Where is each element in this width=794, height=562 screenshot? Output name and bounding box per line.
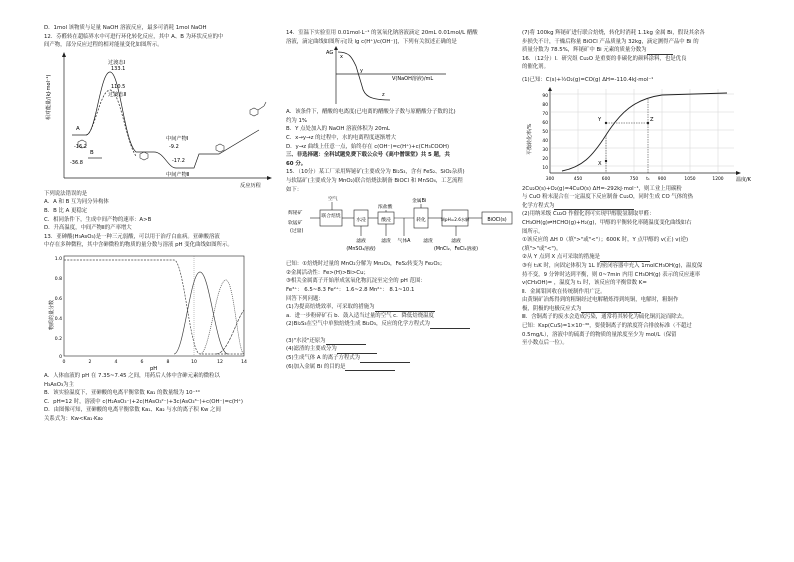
q15-item-4-text: (4)滤渣的主要成分为 (286, 346, 337, 353)
dist-x-axis-label: pH (150, 365, 158, 372)
section-3-heading-2: 60 分。 (286, 160, 307, 167)
product2-label: 中间产物Ⅱ (166, 171, 190, 178)
q16-stem-2: 的催化剂。 (522, 64, 549, 71)
q15-7-line-2: 步损失不计，干燥后称量 BiOCl 产品质量为 32kg，滴定测得产品中 Bi 的 (522, 38, 699, 45)
q15-item-0: 回答下列问题： (286, 295, 324, 302)
q14-stem-2: 溶液，滴定曲线如图所示[设 lg c(H⁺)/c(OH⁻)]，下列有关叙述正确的是 (286, 38, 457, 45)
q13-option-a-2: H₃AsO₃为主 (44, 381, 74, 388)
q14-option-d: D．y→z 曲线上任意一点，始终存在 c(OH⁻)=c(H⁺)+c(CH₃COOH) (286, 143, 450, 150)
flow-filtrate-1b: (MnSO₄溶液) (346, 247, 376, 253)
answer-blank[interactable] (345, 364, 395, 371)
q12-option-d: D．升高温度，中间产物Ⅱ的产率增大 (44, 225, 132, 232)
flow-metal-label: 金属Bi (412, 199, 427, 205)
q12-option-c: C．相同条件下，生成中间产物的速率：A>B (44, 216, 152, 223)
q16-line-4: (2)用纳米级 Cu₂O 作催化剂可实现甲醇脱氢制取甲醛： (522, 211, 655, 218)
conv-y-tick: 20 (542, 156, 548, 162)
conv-y-tick: 10 (542, 165, 548, 171)
dist-y-tick: 0.8 (54, 276, 62, 282)
q15-7-line-3 (522, 46, 762, 55)
column-1 (44, 0, 282, 562)
q12-prompt: 下列说法错误的是 (44, 190, 88, 197)
q15-7-line-1: (7)将 100kg 辉铋矿进行联合焙烧，转化时消耗 1.1kg 金属 Bi，假设其余各 (522, 30, 705, 36)
flow-box-product: BiOCl(s) (487, 218, 507, 224)
answer-blank[interactable] (430, 322, 470, 329)
flow-input-2: 软锰矿 (288, 221, 303, 227)
conv-x-tick: 900 (657, 176, 667, 182)
q16-given: (1)已知：C(s)+½O₂(g)=CO(g) ΔH=-110.4kJ·mol⁻¹ (522, 76, 654, 83)
q13-option-d-1: D．由图像可知，亚砷酸的电离平衡常数 Ka₁、Ka₂ 与水的离子积 Kw 之间 (44, 407, 221, 414)
dist-y-axis-label: 物质的量分数 (49, 299, 55, 330)
conv-x-tick: 450 (573, 176, 583, 182)
flow-box-acid: 酸浸 (381, 218, 391, 224)
product1-energy: -9.2 (169, 143, 179, 150)
flow-filtrate-2b: (MnCl₂、FeCl₂溶液) (434, 247, 478, 253)
point-y-label: Y (598, 116, 602, 123)
conv-y-tick: 90 (542, 93, 548, 99)
column-3 (522, 0, 762, 562)
q16-line-7: ①该反应的 ΔH 0（填">"或"<"）；600K 时，Y 点甲醇的 v(正) v(逆) (522, 237, 689, 244)
q15-stem-2: 与软锰矿(主要成分为 MnO₂)联合焙烧法制备 BiOCl 和 MnSO₄，工艺流程 (286, 177, 463, 184)
conv-x-tick: 1050 (684, 176, 696, 182)
q16-line-15 (522, 305, 762, 314)
q16-line-1: 2Cu₂O(s)+O₂(g)=4CuO(s) ΔH=-292kJ·mol⁻¹，则工业上用碳粉 (522, 185, 682, 192)
answer-blank[interactable] (326, 338, 366, 345)
intermediate-b-label: B (90, 149, 94, 156)
q16-line-3 (522, 202, 762, 211)
q16-line-17: 已知：Ksp(CuS)=1×10⁻³⁶，要使铜离子的浓度符合排放标准（不超过 (522, 323, 692, 330)
flow-box-hydrolysis: 调pH=2.6水解 (440, 217, 470, 223)
q15-item-2 (286, 320, 524, 329)
dist-x-tick: 6 (140, 359, 144, 365)
conv-y-tick: 40 (542, 138, 548, 144)
energy-profile-diagram (44, 50, 280, 190)
q13-stem-1: 13．亚砷酸(H₃AsO₃)是一种三元弱酸，可以用于治疗白血病。亚砷酸溶液 (44, 233, 220, 240)
dist-y-tick: 0 (59, 354, 62, 360)
ts2-label: 过渡态Ⅱ (108, 91, 127, 98)
answer-blank[interactable] (581, 306, 641, 313)
flow-air-label: 空气 (328, 197, 338, 203)
column-2 (286, 0, 524, 562)
q15-note-4: Fe³⁺： 6.5~8.3 Fe²⁺： 1.6~2.8 Mn²⁺： 8.1~10.1 (286, 286, 415, 293)
q12-option-a: A．A 和 B 互为同分异构体 (44, 199, 109, 206)
q15-item-1-text: (1)为提高焙烧效率，可采取的措施为 (286, 304, 375, 311)
flow-gas-a: 气体A (397, 239, 411, 245)
ts2-energy: 110.5 (111, 83, 126, 90)
point-x-label: X (598, 160, 602, 167)
flow-input-1: 辉铋矿 (288, 211, 303, 217)
a-energy: -16.2 (74, 143, 87, 150)
q16-line-6: 图所示。 (522, 228, 544, 235)
conv-x-tick: 750 (629, 176, 639, 182)
dist-y-tick: 0.2 (54, 336, 62, 342)
energy-x-axis-label: 反应历程 (240, 182, 261, 189)
flow-input-3: (过量) (290, 229, 304, 235)
titration-y-axis-label: AG (326, 50, 334, 57)
q15-stem-3: 如下： (286, 186, 303, 193)
q13-option-b: B．该实验温度下，亚砷酸的电离平衡常数 Ka₁ 的数量级为 10⁻¹⁰ (44, 390, 200, 397)
point-z-label: Z (650, 116, 654, 123)
species-distribution-chart (44, 250, 280, 372)
q16-stem-1: 16．（12分）Ⅰ．研究组 Cu₂O 是重要的非碳化的颜料涂料，也是优良 (522, 55, 687, 62)
molecule-structure-icon (78, 102, 266, 160)
q15-note-3: ③相关金属离子开始形成氢氧化物沉淀至完全的 pH 范围： (286, 278, 426, 285)
point-y-label: y (360, 68, 363, 75)
intermediate-a-label: A (76, 125, 80, 132)
q15-stem-1: 15．（10分）某工厂采用辉铋矿(主要成分为 Bi₂S₃，含有 FeS₂、SiO₂杂质) (286, 169, 465, 176)
q13-option-a-1: A．人体血液的 pH 在 7.35~7.45 之间，用药后人体中含砷元素的微粒以 (44, 372, 220, 379)
q14-option-a-2: 约为 1% (286, 117, 308, 124)
q16-line-16: Ⅲ．含铜离子的废水会造成污染，通常将其转化为硫化铜沉淀而除去。 (522, 314, 688, 321)
conv-y-tick: 30 (542, 147, 548, 153)
q16-line-2: 与 CuO 粉末混合在一定温度下反应制备 Cu₂O，同时生成 CO 气体的热 (522, 194, 693, 201)
dist-x-tick: 4 (114, 359, 118, 365)
flow-residue-1: 滤渣 (381, 239, 391, 245)
dist-x-tick: 14 (241, 359, 247, 365)
dist-x-tick: 0 (62, 359, 66, 365)
q15-item-6 (286, 363, 524, 372)
q15-7-line-3-text: 质量分数为 78.5%，辉铋矿中 Bi 元素的质量分数为 (522, 47, 647, 54)
q13-option-d-2: 关系式为：Kw<Ka₁·Ka₂ (44, 415, 103, 422)
flow-filtrate-2: 滤液 (451, 239, 461, 245)
conv-y-axis-label: 平衡转化率/% (527, 123, 533, 155)
q15-item-2-text: (2)Bi₂S₃在空气中单独焙烧生成 Bi₂O₃，反应的化学方程式为 (286, 321, 430, 328)
q12-stem-1: 12．芬醛转在超临界水中可进行环化转化反应，其中 A、B 为环状反应的中 (44, 33, 224, 40)
q15-item-3 (286, 337, 524, 346)
q15-item-1-opts: a．进一步粉碎矿石 b．鼓入适当过量的空气 c．降低焙烧温度 (286, 312, 434, 319)
conv-x-tick: 1200 (712, 176, 724, 182)
q13-stem-2: 中存在多种微粒，其中含砷微粒的物质的量分数与溶液 pH 变化曲线如图所示。 (44, 242, 233, 249)
q12-option-b: B．B 比 A 更稳定 (44, 207, 88, 214)
conv-y-tick: 50 (542, 129, 548, 135)
dist-y-tick: 0.6 (54, 296, 62, 302)
q14-option-b: B．Y 点处加入的 NaOH 溶液体积为 20mL (286, 126, 390, 133)
dist-x-tick: 10 (191, 359, 197, 365)
q11-option-d: D．1mol 该物质与足量 NaOH 溶液反应，最多可消耗 1mol NaOH (44, 25, 207, 31)
dist-x-tick: 12 (217, 359, 223, 365)
q16-line-9 (522, 253, 762, 262)
flow-box-water: 水浸 (356, 218, 366, 224)
conversion-rate-chart (522, 85, 762, 185)
dist-y-tick: 0.4 (54, 316, 62, 322)
q15-note-1: 已知：①焙烧时过量的 MnO₂分解为 Mn₂O₃，FeS₂转变为 Fe₂O₃； (286, 261, 446, 268)
q16-line-15-text: 极，阴极的电极反应式为 (522, 305, 582, 312)
flow-acid-label: 浓盐酸 (378, 205, 393, 211)
dist-x-tick: 8 (166, 359, 170, 365)
q14-option-c: C．x→y→z 的过程中，水的电离程度逐渐增大 (286, 134, 396, 141)
ts1-energy: 133.1 (111, 65, 126, 72)
q15-item-5 (286, 354, 524, 363)
q16-line-5: CH₃OH(g)⇌HCHO(g)+H₂(g)，甲醇的平衡转化率随温度变化曲线如右 (522, 219, 692, 226)
dist-y-tick: 1.0 (54, 256, 62, 262)
product1-label: 中间产物Ⅰ (166, 135, 189, 142)
q15-note-2: ②金属活动性：Fe>(H)>Bi>Cu； (286, 269, 369, 276)
q15-item-6-text: (6)加入金属 Bi 的目的是 (286, 363, 346, 370)
answer-blank[interactable] (647, 48, 673, 55)
q16-line-18: 0.5mg/L），溶液中的硫离子的物质的量浓度至少为 mol/L（保留 (522, 331, 677, 338)
q12-stem-2: 间产物，部分反应过程的相对能量变化如图所示。 (44, 42, 163, 49)
q15-item-3-text: (3)"水浸"还原为 (286, 337, 326, 344)
q14-option-a-1: A．该条件下，醋酸的电离度(已电离的醋酸分子数与原醋酸分子数的比) (286, 109, 456, 116)
answer-blank[interactable] (554, 203, 634, 210)
b-energy: -36.8 (70, 159, 83, 166)
answer-blank[interactable] (375, 305, 435, 312)
flow-box-convert: 转化 (416, 218, 426, 224)
conv-x-tick: 600 (601, 176, 611, 182)
dist-x-tick: 2 (88, 359, 92, 365)
conv-y-tick: 60 (542, 120, 548, 126)
point-x-label: x (340, 54, 343, 61)
answer-blank[interactable] (337, 347, 377, 354)
point-z-label: z (382, 92, 385, 99)
q15-item-1 (286, 303, 524, 312)
q14-stem-1: 14．室温下实验室用 0.01mol·L⁻¹ 的氢氧化钠溶液滴定 20mL 0.01mol/L 醋酸 (286, 30, 478, 36)
energy-y-axis-label: 相对能量/(kJ·mol⁻¹) (46, 74, 52, 120)
section-3-heading: 三、非选择题：全科试题免费下载公众号《高中僧课堂》共 5 题，共 (286, 152, 450, 159)
conv-x-tick: t₁ (646, 176, 650, 182)
q13-option-c: C．pH=12 时，溶液中 c(H₂AsO₃⁻)+2c(HAsO₃²⁻)+3c(AsO₃³⁻)+c(OH⁻)=c(H⁺) (44, 398, 244, 405)
answer-blank[interactable] (600, 255, 650, 262)
q16-line-11: 持不变，9 分钟时达到平衡，则 0~7min 内用 CH₃OH(g) 表示的反应速率 (522, 271, 701, 278)
q15-item-5-text: (5)生成气体 A 的离子方程式为 (286, 355, 361, 362)
ts1-label: 过渡态Ⅰ (108, 59, 126, 66)
conv-y-tick: 80 (542, 102, 548, 108)
q16-line-13: Ⅱ．金属钼回收在传统制作用广泛。 (522, 288, 606, 295)
process-flow-diagram (286, 194, 524, 260)
q16-line-3-text: 化学方程式为 (522, 202, 555, 209)
q16-line-19: 至小数点后一位）。 (522, 340, 568, 347)
q16-line-12: v(CH₃OH)= ，温度为 t₁ 时，该反应的平衡常数 K= (522, 280, 647, 287)
q16-line-10: ③有 t₁K 时，向固定体积为 1L 的密闭容器中充入 1molCH₃OH(g)，温度保 (522, 262, 703, 269)
conv-x-tick: 300 (545, 176, 555, 182)
answer-blank[interactable] (360, 356, 410, 363)
flow-residue-2: 滤渣 (423, 239, 433, 245)
flow-box-roast: 联合焙烧 (321, 214, 341, 220)
titration-curve-chart (286, 46, 522, 108)
q15-item-4 (286, 345, 524, 354)
q16-line-8: (填">"或"<")。 (522, 245, 562, 252)
titration-x-axis-label: V(NaOH溶液)/mL (392, 76, 434, 83)
q16-line-14: 由黄铜矿冶炼得到的粗铜经过电解精炼得到纯铜，电解时，粗铜作 (522, 297, 679, 304)
q16-line-9-text: ②从 Y 点到 X 点可采取的措施是 (522, 254, 600, 261)
conv-y-tick: 70 (542, 111, 548, 117)
product2-energy: -17.2 (172, 157, 185, 164)
flow-filtrate-1: 滤液 (356, 239, 366, 245)
conv-x-axis-label: 温度/K (736, 176, 751, 183)
